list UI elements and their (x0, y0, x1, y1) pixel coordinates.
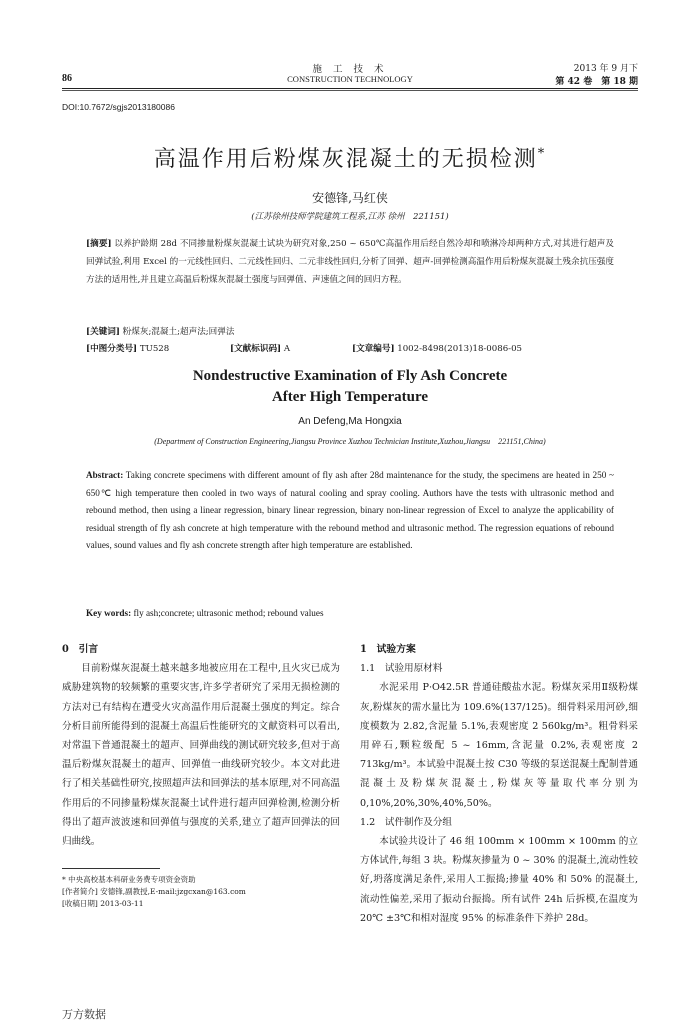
keywords-en-label: Key words: (86, 608, 132, 618)
footnote-fund: * 中央高校基本科研业务费专项资金资助 (62, 875, 196, 884)
section-1-2-paragraph: 本试验共设计了 46 组 100mm × 100mm × 100mm 的立方体试件,每组 3 块。粉煤灰掺量为 0 ~ 30% 的混凝土,流动性较好,坍落度满足条件,采用人工振捣;掺量 40% 和 50% 的混凝土,流动性偏差,采用了振动台振捣。所有试件 24h 后拆模,在温度为20℃ ±3℃和相对湿度 95% 的标准条件下养护 28d。 (360, 836, 638, 924)
volume-issue: 第 42 卷 第 18 期 (555, 77, 638, 87)
doi: DOI:10.7672/sgjs2013180086 (62, 102, 175, 112)
authors-en: An Defeng,Ma Hongxia (298, 416, 402, 427)
title-footnote-mark: * (537, 146, 547, 162)
section-1-heading: 1 试验方案 (360, 644, 416, 655)
section-0-paragraph: 目前粉煤灰混凝土越来越多地被应用在工程中,且火灾已成为威胁建筑物的较频繁的重要灾害,许多学者研究了采用无损检测的方法对已有结构在遭受火灾高温作用后混凝土强度的判定。综合分析目前所能得到的混凝土高温后性能研究的文献资料可以看出,对常温下普通混凝土的超声、回弹曲线的测试研究较多,但对于高温后粉煤灰混凝土的超声、回弹值一曲线研究较少。本文对此进行了相关基础性研究,按照超声法和回弹法的基本原理,对不同高温作用后的不同掺量粉煤灰混凝土试件进行超声回弹检测,检测分析得出了超声波波速和回弹值与强度的关系,建立了超声回弹法的回归曲线。 (62, 663, 340, 848)
clc-number: [中图分类号] TU528 (86, 344, 170, 354)
watermark: 万方数据 (62, 1008, 106, 1021)
issue-date: 2013 年 9 月下 (573, 64, 638, 74)
footnote-rule (62, 868, 160, 869)
paper-title-en (0, 366, 700, 408)
section-1-1-heading: 1.1 试验用原材料 (360, 663, 443, 675)
running-header (62, 58, 638, 88)
affiliation-cn: (江苏徐州技师学院建筑工程系,江苏 徐州 221151) (251, 212, 449, 222)
footnotes (62, 874, 340, 910)
journal-name-cn: 施 工 技 术 (312, 64, 388, 75)
footnote-received: [收稿日期] 2013-03-11 (62, 899, 144, 908)
header-rule-thin (62, 90, 638, 91)
paper-title-en-line1: Nondestructive Examination of Fly Ash Concrete (192, 368, 508, 384)
keywords-cn (86, 325, 614, 337)
section-0-heading: 0 引言 (62, 644, 99, 655)
keywords-cn-label: [关键词] (86, 327, 120, 337)
abstract-en-label: Abstract: (86, 470, 124, 480)
section-1-1-paragraph: 水泥采用 P·O42.5R 普通硅酸盐水泥。粉煤灰采用Ⅱ级粉煤灰,粉煤灰的需水量比为 109.6%(137/125)。细骨料采用河砂,细度模数为 2.82,含泥量 5.1%,表观密度 2 560kg/m³。粗骨料采用碎石,颗粒级配 5 ~ 16mm,含泥量 0.2%,表观密度 2 713kg/m³。本试验中混凝土按 C30 等级的泵送混凝土配制普通混凝土及粉煤灰混凝土,粉煤灰等量取代率分别为 0,10%,20%,30%,40%,50%。 (360, 682, 638, 809)
abstract-en-text: Taking concrete specimens with different amount of fly ash after 28d maintenance for the study, the specimens are heated in 250 ~ 650℃ high temperature then cooled in two ways of natural cooling and spray cooling. Authors have the tests with ultrasonic method and rebound method, then using a linear regression, binary linear regression, binary non-linear regression of Excel to analyze the applicability of residual strength of fly ash concrete at high temperature with the rebound method and ultrasonic method. The regression equations of rebound values, sound values and fly ash concrete strength after high temperature are established. (86, 470, 614, 551)
header-rule (62, 88, 638, 89)
keywords-en-text: fly ash;concrete; ultrasonic method; rebound values (133, 608, 324, 618)
document-code: [文献标识码] A (230, 344, 291, 354)
body-column-right (360, 640, 638, 928)
paper-title-en-line2: After High Temperature (271, 389, 429, 405)
classification-row (86, 342, 614, 356)
body-column-left (62, 640, 340, 851)
footnote-author: [作者简介] 安德锋,副教授,E-mail:jzgcxan@163.com (62, 887, 246, 896)
keywords-cn-text: 粉煤灰;混凝土;超声法;回弹法 (122, 327, 235, 337)
keywords-en (86, 608, 614, 618)
section-1-2-heading: 1.2 试件制作及分组 (360, 816, 453, 828)
page-number: 86 (62, 73, 72, 84)
abstract-cn-text: 以养护龄期 28d 不同掺量粉煤灰混凝土试块为研究对象,250 ~ 650℃高温作用后经自然冷却和喷淋冷却两种方式,对其进行超声及回弹试验,利用 Excel 的一元线性回归、二元线性回归、二元非线性回归,分析了回弹、超声-回弹检测高温作用后粉煤灰混凝土残余抗压强度方法的适用性,并且建立高温后粉煤灰混凝土强度与回弹值、声速值之间的回归方程。 (86, 239, 614, 285)
journal-name-en: CONSTRUCTION TECHNOLOGY (287, 74, 413, 84)
affiliation-en: (Department of Construction Engineering,Jiangsu Province Xuzhou Technician Institute,Xuzhou,Jiangsu 221151,China) (154, 437, 546, 446)
paper-title-cn (0, 142, 700, 173)
abstract-cn (86, 236, 614, 289)
paper-title-cn-text: 高温作用后粉煤灰混凝土的无损检测 (153, 147, 538, 172)
article-number: [文章编号] 1002-8498(2013)18-0086-05 (352, 344, 523, 354)
abstract-cn-label: [摘要] (86, 239, 112, 249)
authors-cn: 安德锋,马红侠 (312, 191, 388, 205)
abstract-en (86, 467, 614, 555)
